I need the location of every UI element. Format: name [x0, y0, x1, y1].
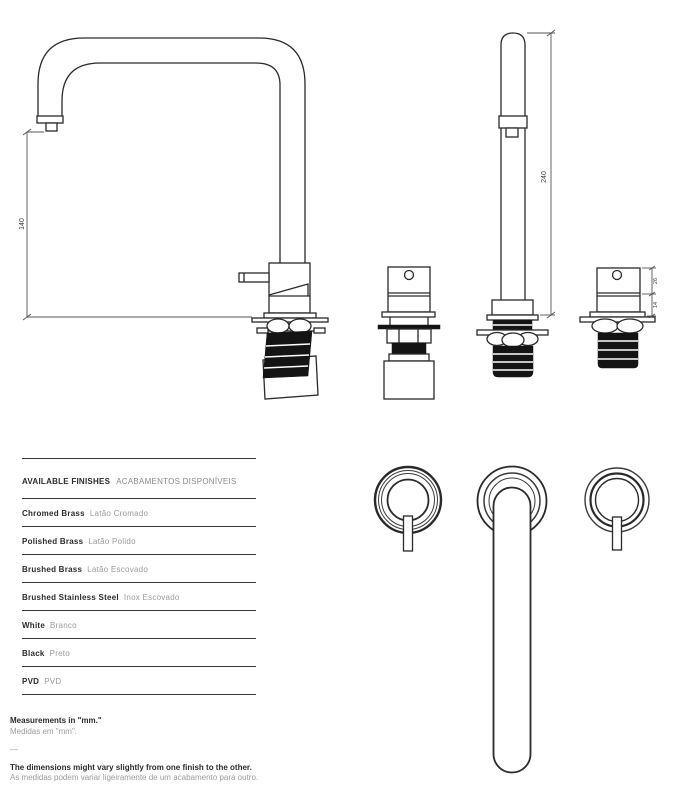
column-front-outline [499, 33, 527, 300]
valve-body-front [597, 268, 640, 312]
finish-name-en: Brushed Stainless Steel [22, 593, 119, 602]
finish-name-pt: Latão Cromado [89, 509, 149, 518]
threaded-shank-side [263, 331, 312, 378]
mounting-block-side [263, 356, 318, 399]
dimension-26-14 [642, 266, 659, 318]
finish-name-en: Black [22, 649, 45, 658]
dimension-140 [19, 129, 252, 320]
finish-row-chromed-brass [22, 499, 256, 527]
left-handle-top-view [375, 467, 441, 551]
threaded-shank-front [493, 346, 533, 377]
dim-label-26: 26 [653, 277, 659, 285]
finish-name-pt: Branco [50, 621, 77, 630]
finishes-title-pt: ACABAMENTOS DISPONÍVEIS [116, 477, 237, 486]
left-lever-top-view [404, 516, 413, 551]
variance-note-en: The dimensions might vary slightly from one finish to the other. [10, 762, 252, 772]
right-handle-top-view [585, 468, 649, 550]
valve-body-side [388, 267, 430, 312]
finish-name-en: Brushed Brass [22, 565, 83, 574]
finish-row-brushed-stainless-steel [22, 583, 256, 611]
finishes-title-en: AVAILABLE FINISHES [22, 477, 111, 486]
finish-name-en: White [22, 621, 46, 630]
notes-divider: — [10, 745, 18, 754]
finishes-table [22, 458, 256, 695]
measurements-note-pt: Medidas em "mm". [10, 726, 78, 736]
dimension-240 [527, 30, 555, 318]
finish-name-en: Chromed Brass [22, 509, 85, 518]
dim-label-140: 140 [19, 218, 26, 230]
finish-name-pt: Latão Escovado [87, 565, 149, 574]
footer-notes [10, 716, 410, 784]
right-lever-top-view [613, 517, 622, 550]
finish-row-brushed-brass [22, 555, 256, 583]
dim-label-14: 14 [653, 301, 659, 309]
spout-band-front [499, 116, 527, 128]
valve-thread-side [392, 343, 426, 354]
finish-row-pvd [22, 667, 256, 695]
mixer-body-side [239, 263, 310, 313]
finish-row-black [22, 639, 256, 667]
variance-note-pt: As medidas podem variar ligeiramente de um acabamento para outro. [10, 773, 259, 782]
spout-top-view [478, 467, 547, 773]
valve-block-side [384, 361, 434, 399]
spout-outlet-front [506, 128, 518, 137]
finish-row-polished-brass [22, 527, 256, 555]
finish-name-pt: Latão Polido [88, 537, 136, 546]
finish-name-pt: Preto [49, 649, 70, 658]
spout-tube-top-view [494, 488, 531, 773]
finish-name-en: PVD [22, 677, 40, 686]
handle-lever-side [239, 273, 269, 282]
dim-label-240: 240 [541, 171, 548, 183]
mounting-base-front [477, 300, 548, 377]
finishes-table-header [22, 459, 256, 499]
finish-name-pt: PVD [44, 677, 62, 686]
aerator-tip [37, 116, 63, 131]
valve-base-front [580, 312, 655, 368]
valve-base-side [378, 312, 440, 399]
finish-row-white [22, 611, 256, 639]
mounting-base-side [252, 313, 328, 399]
measurements-note-en: Measurements in "mm." [10, 716, 102, 725]
finish-name-en: Polished Brass [22, 537, 84, 546]
spout-side-outline [38, 38, 305, 263]
finish-name-pt: Inox Escovado [123, 593, 180, 602]
valve-thread-front [598, 333, 638, 368]
